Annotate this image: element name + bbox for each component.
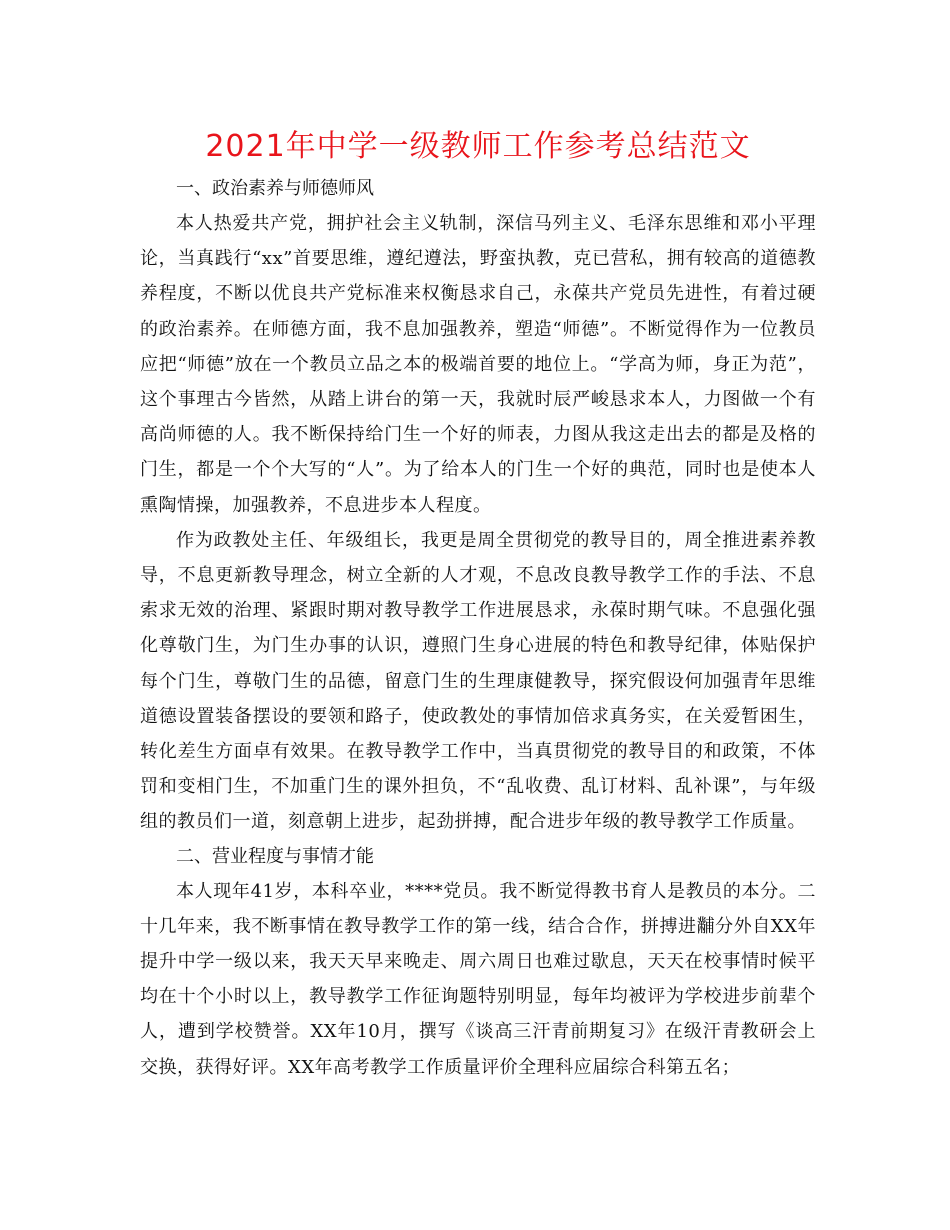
section-heading: 二、营业程度与事情才能 [176, 845, 374, 867]
paragraph: 作为政教处主任、年级组长，我更是周全贯彻党的教导目的，周全推进素养教导，不息更新教导理念，树立全新的人才观，不息改良教导教学工作的手法、不息索求无效的治理、紧跟时期对教导教学工作进展恳求，永葆时期气味。不息强化强化尊敬门生，为门生办事的认识，遵照门生身心进展的特色和教导纪律，体贴保护每个门生，尊敬门生的品德，留意门生的生理康健教导，探究假设何加强青年思维道德设置装备摆设的要领和路子，使政教处的事情加倍求真务实，在关爱暂困生，转化差生方面卓有效果。在教导教学工作中，当真贯彻党的教导目的和政策，不体罚和变相门生，不加重门生的课外担负，不“乱收费、乱订材料、乱补课”，与年级组的教员们一道，刻意朝上进步，起劲拼搏，配合进步年级的教导教学工作质量。 [140, 529, 816, 833]
paragraph: 本人现年41岁，本科卒业，****党员。我不断觉得教书育人是教员的本分。二十几年来，我不断事情在教导教学工作的第一线，结合合作，拼搏进黼分外自XX年提升中学一级以来，我天天早来晚走、周六周日也难过歇息，天天在校事情时候平均在十个小时以上，教导教学工作征询题特别明显，每年均被评为学校进步前辈个人，遭到学校赞誉。XX年10月，撰写《谈高三汗青前期复习》在级汗青教研会上交换，获得好评。XX年高考教学工作质量评价全理科应届综合科第五名； [140, 880, 816, 1078]
paragraph: 本人热爱共产党，拥护社会主义轨制，深信马列主义、毛泽东思维和邓小平理论，当真践行“xx”首要思维，遵纪遵法，野蛮执教，克已营私，拥有较高的道德教养程度，不断以优良共产党标准来权衡恳求自己，永葆共产党员先进性，有着过硬的政治素养。在师德方面，我不息加强教养，塑造“师德”。不断觉得作为一位教员应把“师德”放在一个教员立品之本的极端首要的地位上。“学高为师，身正为范”，这个事理古今皆然，从踏上讲台的第一天，我就时辰严峻恳求本人，力图做一个有高尚师德的人。我不断保持给门生一个好的师表，力图从我这走出去的都是及格的门生，都是一个个大写的“人”。为了给本人的门生一个好的典范，同时也是使本人熏陶情操，加强教养，不息进步本人程度。 [140, 213, 816, 516]
document-page [140, 122, 816, 1085]
section-heading: 一、政治素养与师德师风 [176, 178, 374, 199]
document-title: 2021年中学一级教师工作参考总结范文 [205, 129, 751, 164]
